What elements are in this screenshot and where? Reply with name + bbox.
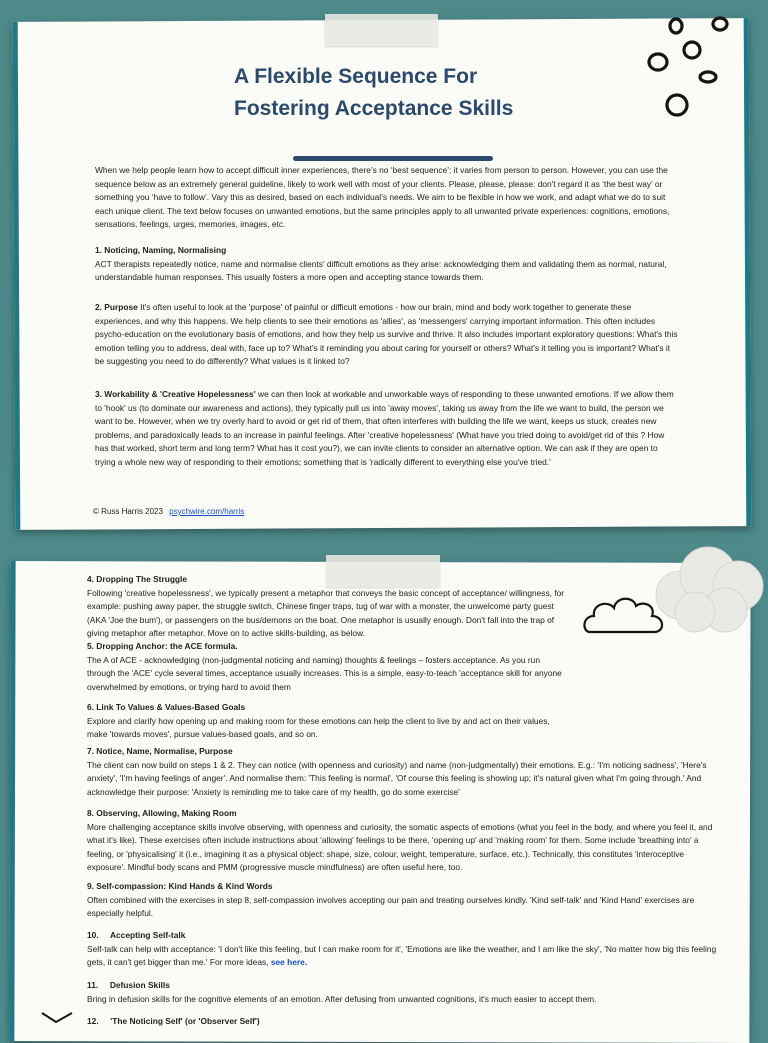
- section-3-body: we can then look at workable and unworkable ways of responding to these unwanted emotions. If we allow them to 'hook' us (to dominate our awareness and actions), they typically pull us into 'away moves', taking us away from the life we want to build, the person we want to be. However, when we try overly hard to avoid or get rid of them, that often interferes with building the life we want, keeps us stuck, creates new problems, and paradoxically leads to an increase in painful feelings. After 'creative hopelessness' (What have you tried doing to avoid/get rid of this ? How has that worked, short term and long term? What has it cost you?), we can invite clients to consider an alternative option. We can ask if they are open to trying a whole new way of responding to their emotions; something that is 'radically different to everything else you've tried.': [95, 389, 674, 467]
- section-7-body: The client can now build on steps 1 & 2. They can notice (with openness and curiosity) and name (non-judgmentally) their emotions. E.g.: 'I'm noticing sadness', 'Here's anxiety', 'I'm having feelings of anger'. And normalise them: 'This feeling is normal', 'Of course this feeling is showing up; it's natural given what I'm going through.' And acknowledge their purpose: 'Anxiety is reminding me to take care of my health, go do some exercise': [87, 759, 707, 797]
- circles-doodle-icon: [640, 10, 740, 125]
- section-1-body: ACT therapists repeatedly notice, name and normalise clients' difficult emotions as they arise: acknowledging them and validating them as normal, natural, understandable human responses. This usually fosters a more open and accepting stance towards them.: [95, 258, 667, 283]
- credit-link[interactable]: psychwire.com/harris: [169, 507, 245, 516]
- section-1: [95, 244, 680, 285]
- title-underline: [293, 156, 493, 161]
- section-6-body: Explore and clarify how opening up and making room for these emotions can help the client to live by and act on their values, make 'towards moves', pursue values-based goals, and so on.: [87, 715, 550, 740]
- section-10-body: Self-talk can help with acceptance: 'I don't like this feeling, but I can make room for it', 'Emotions are like the weather, and I am like the sky', 'No matter how big this feeling gets, it can't get bigger than me.' For more ideas,: [87, 943, 717, 968]
- section-5: [87, 640, 569, 694]
- section-1-heading: 1. Noticing, Naming, Normalising: [95, 245, 227, 255]
- section-8: [87, 807, 719, 875]
- section-7: [87, 745, 719, 799]
- section-4: [87, 573, 565, 641]
- page-title-line1: A Flexible Sequence For: [234, 65, 478, 88]
- credit-line: [93, 507, 244, 516]
- section-5-heading: 5. Dropping Anchor: the ACE formula.: [87, 641, 238, 651]
- section-9: [87, 880, 719, 921]
- section-3-heading: 3. Workability & 'Creative Hopelessness': [95, 389, 256, 399]
- section-2-heading: 2. Purpose: [95, 302, 138, 312]
- section-12-heading: 12. 'The Noticing Self' (or 'Observer Self'): [87, 1016, 260, 1026]
- section-2-body: It's often useful to look at the 'purpose' of painful or difficult emotions - how our brain, mind and body work together to generate these experiences, and why this happens. We help clients to see their emotions as 'allies', as 'messengers' carrying important information. This often includes psycho-education on the evolutionary basis of emotions, and how they help us survive and thrive. It also includes important exploratory questions: What's this emotion telling you to address, deal with, face up to? What's it reminding you about caring for yourself or others? What's it telling you is important? What's it be suggesting you need to do differently? What values is it linked to?: [95, 302, 678, 367]
- section-10: [87, 929, 719, 970]
- cloud-outline-icon: [582, 592, 672, 640]
- section-4-heading: 4. Dropping The Struggle: [87, 574, 188, 584]
- section-3: [95, 388, 680, 470]
- page-edge-left: [13, 22, 21, 530]
- page-title-line2: Fostering Acceptance Skills: [234, 97, 514, 120]
- section-11-heading: 11. Defusion Skills: [87, 980, 170, 990]
- section-11-body: Bring in defusion skills for the cognitive elements of an emotion. After defusing from unwanted cognitions, it's much easier to accept them.: [87, 993, 597, 1004]
- section-6: [87, 701, 572, 742]
- credit-text: © Russ Harris 2023: [93, 507, 163, 516]
- section-6-heading: 6. Link To Values & Values-Based Goals: [87, 702, 246, 712]
- see-here-link[interactable]: see here.: [270, 957, 308, 968]
- section-12: [87, 1015, 719, 1029]
- section-9-heading: 9. Self-compassion: Kind Hands & Kind Words: [87, 881, 273, 891]
- envelope-doodle-icon: [40, 1010, 74, 1024]
- intro-paragraph: When we help people learn how to accept difficult inner experiences, there’s no ‘best sequence’; it varies from person to person. However, you can use the sequence below as an extremely general guideline, likely to work well with most of your clients. Please, please, please: don't regard it as ‘the best way’ or something you ‘have to follow’. Vary this as desired, based on each individual’s needs. We aim to be flexible in how we work, and adapt what we do to suit each unique client. The text below focuses on unwanted emotions, but the same principles apply to all unwanted private experiences: cognitions, emotions, sensations, feelings, urges, memories, images, etc.: [95, 165, 670, 230]
- page-edge-left: [9, 561, 15, 1041]
- section-10-heading: 10. Accepting Self-talk: [87, 930, 186, 940]
- section-7-heading: 7. Notice, Name, Normalise, Purpose: [87, 746, 233, 756]
- section-4-body: Following 'creative hopelessness', we typically present a metaphor that conveys the basic concept of acceptance/ willingness, for example: pushing away paper, the struggle switch, Chinese finger traps, tug of war with a monster, the unwelcome party guest (AKA 'Joe the bum'), or passengers on the bus/demons on the boat. One metaphor is usually enough. Don't fall into the trap of giving metaphor after metaphor. Move on to active skills-building, as below.: [87, 587, 565, 639]
- section-5-body: The A of ACE - acknowledging (non-judgmental noticing and naming) thoughts & feelings – fosters acceptance. As you run through the 'ACE' cycle several times, acceptance usually increases. This is a simple, easy-to-teach 'acceptance skill for anyone overwhelmed by emotions, or trying hard to avoid them: [87, 654, 562, 692]
- section-2: [95, 301, 680, 369]
- section-9-body: Often combined with the exercises in step 8, self-compassion involves accepting our pain and treating ourselves kindly. 'Kind self-talk' and 'Kind Hand' exercises are especially helpful.: [87, 894, 695, 919]
- section-8-body: More challenging acceptance skills involve observing, with openness and curiosity, the somatic aspects of emotions (what you feel in the body, and where you feel it, and what it's like). These exercises often include instructions about 'allowing' feelings to be there, 'opening up' and 'making room' for them. Some include 'breathing into' a feeling, or 'physicalising' it (i.e., imagining it as a physical object: shape, size, colour, weight, temperature, surface, etc.). Technically, this constitutes 'interoceptive exposure'. Mindful body scans and PMM (progressive muscle mindfulness) are often useful here, too.: [87, 821, 713, 873]
- section-8-heading: 8. Observing, Allowing, Making Room: [87, 808, 237, 818]
- section-11: [87, 979, 719, 1006]
- page-edge-right: [744, 18, 752, 526]
- tape-top: [325, 14, 438, 46]
